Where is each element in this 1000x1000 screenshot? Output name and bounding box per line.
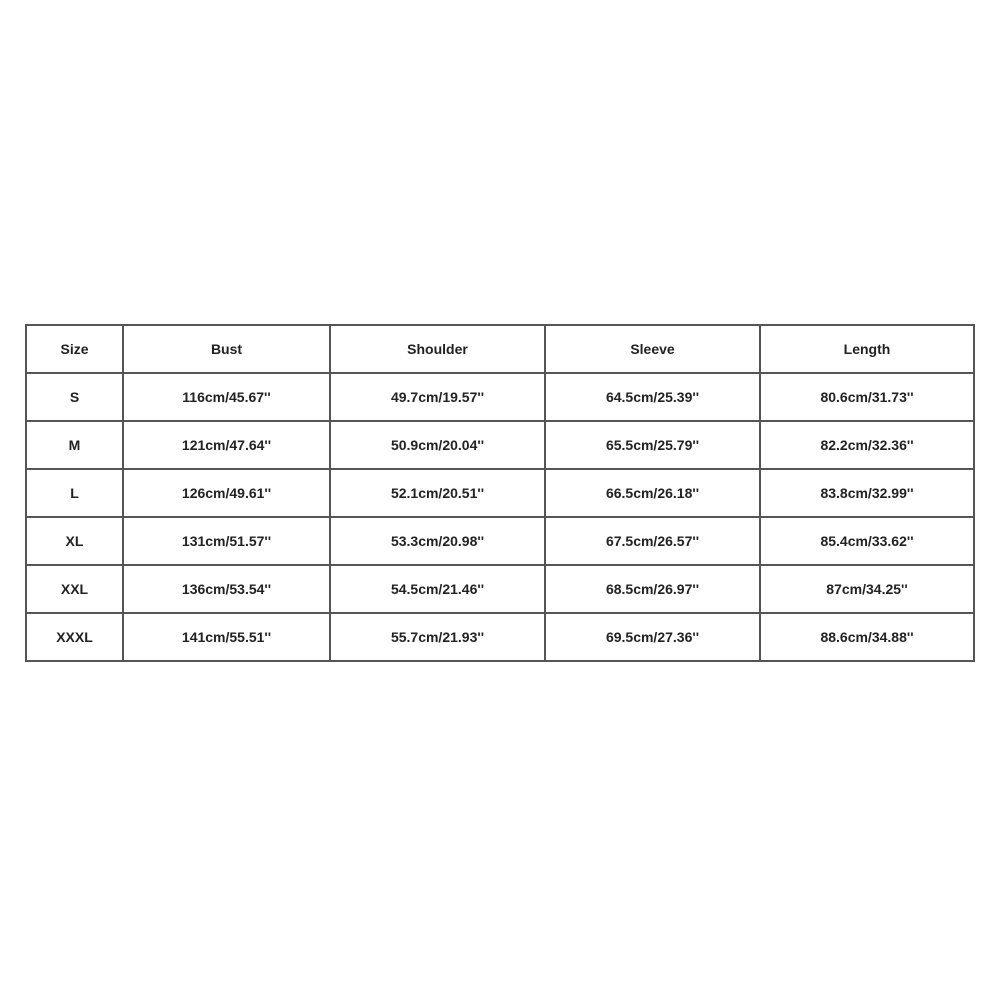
header-bust: Bust	[123, 325, 330, 373]
header-size: Size	[26, 325, 123, 373]
cell-shoulder: 53.3cm/20.98''	[330, 517, 545, 565]
table-row	[26, 373, 974, 421]
cell-size: XL	[26, 517, 123, 565]
cell-sleeve: 68.5cm/26.97''	[545, 565, 760, 613]
cell-shoulder: 55.7cm/21.93''	[330, 613, 545, 661]
cell-length: 80.6cm/31.73''	[760, 373, 974, 421]
cell-bust: 121cm/47.64''	[123, 421, 330, 469]
cell-shoulder: 52.1cm/20.51''	[330, 469, 545, 517]
cell-sleeve: 66.5cm/26.18''	[545, 469, 760, 517]
cell-size: M	[26, 421, 123, 469]
cell-size: XXXL	[26, 613, 123, 661]
header-length: Length	[760, 325, 974, 373]
cell-sleeve: 67.5cm/26.57''	[545, 517, 760, 565]
cell-size: S	[26, 373, 123, 421]
cell-length: 82.2cm/32.36''	[760, 421, 974, 469]
header-shoulder: Shoulder	[330, 325, 545, 373]
cell-length: 87cm/34.25''	[760, 565, 974, 613]
table-row	[26, 613, 974, 661]
cell-length: 85.4cm/33.62''	[760, 517, 974, 565]
table-row	[26, 517, 974, 565]
cell-shoulder: 54.5cm/21.46''	[330, 565, 545, 613]
cell-bust: 136cm/53.54''	[123, 565, 330, 613]
cell-size: XXL	[26, 565, 123, 613]
cell-bust: 126cm/49.61''	[123, 469, 330, 517]
cell-shoulder: 50.9cm/20.04''	[330, 421, 545, 469]
cell-length: 83.8cm/32.99''	[760, 469, 974, 517]
cell-sleeve: 65.5cm/25.79''	[545, 421, 760, 469]
table-row	[26, 565, 974, 613]
cell-length: 88.6cm/34.88''	[760, 613, 974, 661]
cell-size: L	[26, 469, 123, 517]
cell-shoulder: 49.7cm/19.57''	[330, 373, 545, 421]
header-sleeve: Sleeve	[545, 325, 760, 373]
cell-bust: 131cm/51.57''	[123, 517, 330, 565]
table-header-row	[26, 325, 974, 373]
table-row	[26, 421, 974, 469]
cell-bust: 141cm/55.51''	[123, 613, 330, 661]
cell-sleeve: 69.5cm/27.36''	[545, 613, 760, 661]
cell-bust: 116cm/45.67''	[123, 373, 330, 421]
size-chart-table	[25, 324, 975, 662]
cell-sleeve: 64.5cm/25.39''	[545, 373, 760, 421]
table-row	[26, 469, 974, 517]
